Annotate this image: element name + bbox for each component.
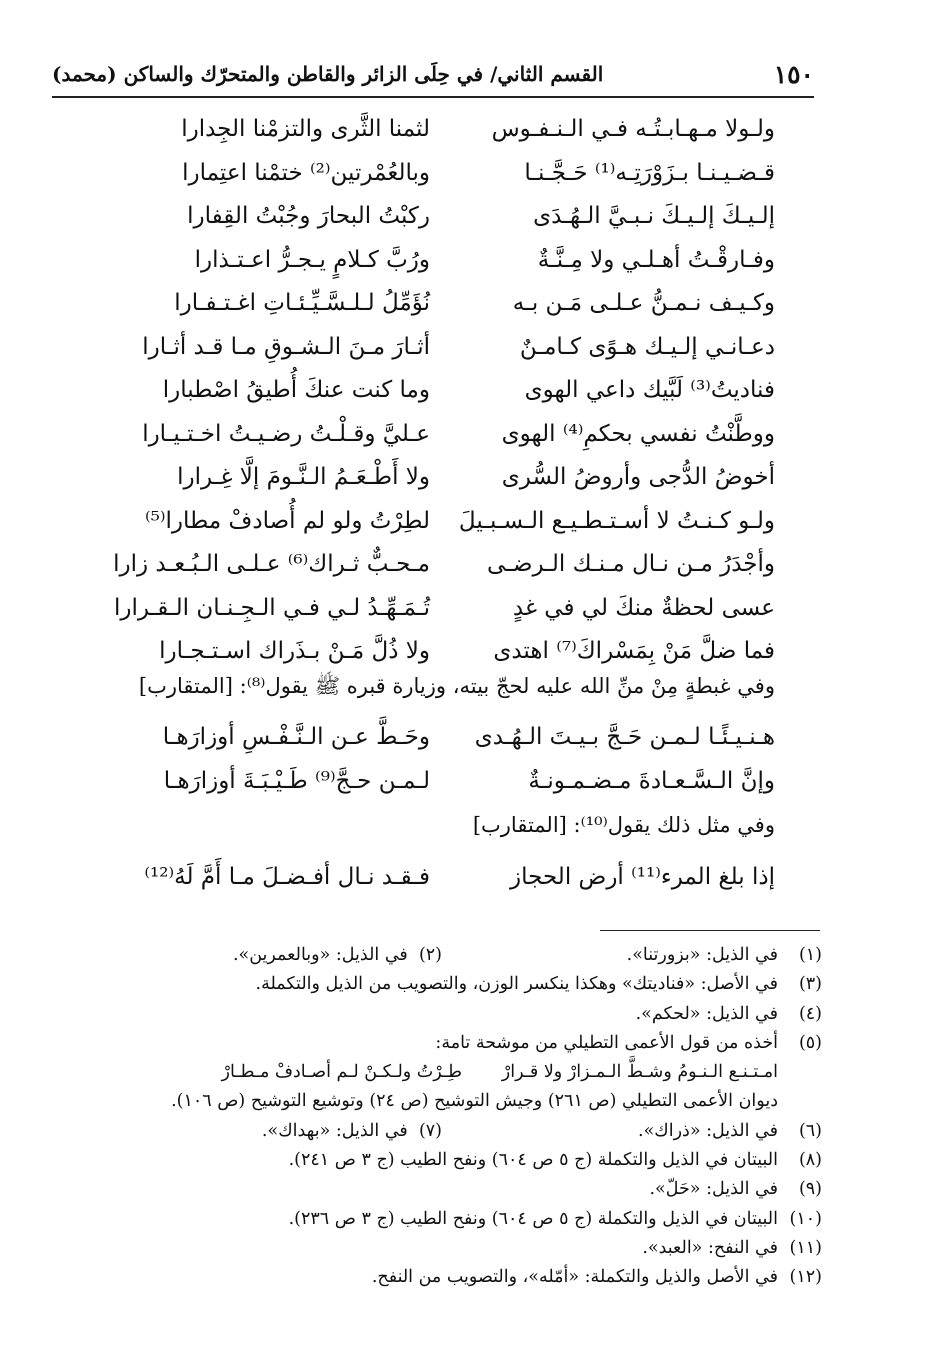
footnote-text: في الذيل: «حَلّ». <box>649 1179 778 1200</box>
verse-first-hemistich: وكـيـف نـمـنُّ عـلـى مَـن بـه <box>512 290 775 316</box>
footnote-text: في النفح: «العبد». <box>642 1237 778 1258</box>
footnote-number: (٥) <box>798 1032 822 1053</box>
verse-line <box>95 284 775 328</box>
footnote-line <box>100 1236 822 1265</box>
verse-line <box>95 545 775 589</box>
footnote-line <box>100 1031 822 1060</box>
footnote-number: (١) <box>798 945 822 965</box>
footnote-text: البيتان في الذيل والتكملة (ج ٥ ص ٦٠٤) ونفح الطيب (ج ٣ ص ٢٣٦). <box>288 1208 778 1229</box>
verse-first-hemistich: دعـانـي إلـيـك هـوًى كـامـنٌ <box>519 333 775 360</box>
footnote-text: في الذيل: «وبالعمرين». <box>232 945 408 965</box>
footnote-line <box>100 943 822 972</box>
footnote-text: ديوان الأعمى التطيلي (ص ٢٦١) وجيش التوشيح (ص ٢٤) وتوشيع التوشيح (ص ١٠٦). <box>171 1091 778 1112</box>
verse-second-hemistich: ولا ذُلَّ مَـنْ بـذَراك اسـتـجـارا <box>159 638 430 664</box>
poem-1 <box>95 110 775 676</box>
footnote-bayt <box>100 1060 822 1089</box>
footnotes <box>100 943 822 1295</box>
verse-first-hemistich: وإنَّ الـسَّـعـادةَ مـضـمـونـةٌ <box>528 767 775 794</box>
verse-first-hemistich: ولـو كـنـتُ لا أسـتـطـيـع الـسـبـيلَ <box>458 507 775 534</box>
verse-first-hemistich: وفـارقْـتُ أهـلـي ولا مِـنَّـةٌ <box>537 246 775 273</box>
footnote-text: في الذيل: «ذراك». <box>638 1120 778 1141</box>
verse-second-hemistich: لطِرْتُ ولو لم أُصادفْ مطارا⁽⁵⁾ <box>144 507 430 534</box>
verse-first-hemistich: قـضـيـنـا بـزَوْرَتِـه⁽¹⁾ حَـجَّـنـا <box>524 159 775 186</box>
verse-line <box>95 110 775 154</box>
footnote-number: (٦) <box>798 1120 822 1141</box>
verse-line <box>95 371 775 415</box>
verse-second-hemistich: وحَـطَّ عـن الـنَّـفْـسِ أوزارَهـا <box>162 724 430 750</box>
verse-first-hemistich: فما ضلَّ مَنْ بِمَسْراكَ⁽⁷⁾ اهتدى <box>493 638 775 664</box>
verse-line <box>95 858 775 902</box>
verse-second-hemistich: ركبْتُ البحارَ وجُبْتُ القِفارا <box>187 203 430 229</box>
footnote-text: أخذه من قول الأعمى التطيلي من موشحة تامة: <box>435 1032 778 1053</box>
verse-first-hemistich: ووطَّنْتُ نفسي بحكمِ⁽⁴⁾ الهوى <box>501 420 775 447</box>
footnote-line <box>100 1089 822 1118</box>
bayt-first-hemistich: امـتـنـع الـنـومُ وشـطَّ الـمـزارْ ولا قـرارْ <box>501 1062 778 1083</box>
footnote-text: في الذيل: «بزورتنا». <box>626 945 778 965</box>
verse-line <box>95 718 775 762</box>
footnote-text <box>262 1121 442 1141</box>
header-rule <box>52 96 814 98</box>
footnote-text: البيتان في الذيل والتكملة (ج ٥ ص ٦٠٤) ونفح الطيب (ج ٣ ص ٢٤١). <box>288 1150 778 1171</box>
footnote-line <box>100 1207 822 1236</box>
footnote-number: (١٢) <box>789 1267 822 1288</box>
footnote-text: في الأصل والذيل والتكملة: «أمّله»، والتصويب من النفح. <box>371 1267 778 1288</box>
page-header <box>52 58 814 96</box>
footnote-line <box>100 1002 822 1031</box>
footnote-number: (٤) <box>798 1003 822 1024</box>
footnote-number: (١١) <box>789 1237 822 1258</box>
verse-first-hemistich: هـنـيـئًـا لـمـن حَـجَّ بـيـتَ الـهُـدى <box>474 724 775 750</box>
verse-second-hemistich: ولا أَطْـعَـمُ الـنَّـومَ إلَّا غِـرارا <box>177 464 430 490</box>
footnote-number: (٧) <box>418 1120 442 1141</box>
footnote-number: (٩) <box>798 1179 822 1200</box>
verse-second-hemistich: تُـمَـهِّـدُ لـي فـي الـجِـنـان الـقـرارا <box>113 594 430 621</box>
verse-second-hemistich: فـقـد نـال أفـضـلَ مـا أَمَّ لَهُ⁽¹²⁾ <box>144 864 430 890</box>
verse-first-hemistich: فناديتُ⁽³⁾ لَبَّيك داعي الهوى <box>524 377 775 403</box>
footnote-number: (٣) <box>798 974 822 995</box>
verse-line <box>95 241 775 285</box>
verse-second-hemistich: أثـارَ مـنَ الـشـوقِ مـا قـد أثـارا <box>142 333 430 360</box>
verse-second-hemistich: لثمنا الثَّرى والتزمْنا الجِدارا <box>181 116 430 142</box>
footnote-text: في الذيل: «بهداك». <box>261 1120 408 1141</box>
verse-first-hemistich: إلـيـكَ إلـيـكَ نـبـيَّ الـهُـدَى <box>533 203 775 229</box>
verse-second-hemistich: وبالعُمْرتين⁽²⁾ ختمْنا اعتِمارا <box>182 159 430 186</box>
verse-first-hemistich: وأجْدَرُ مـن نـال مـنـك الـرضـى <box>487 551 775 577</box>
footnote-text: في الذيل: «لحكم». <box>635 1003 778 1024</box>
verse-line <box>95 502 775 546</box>
footnote-line <box>100 1119 822 1148</box>
verse-line <box>95 589 775 633</box>
footnote-text: في الأصل: «فناديتك» وهكذا ينكسر الوزن، والتصويب من الذيل والتكملة. <box>255 974 778 995</box>
footnote-number: (٨) <box>798 1150 822 1171</box>
verse-second-hemistich: مـحـبٌّ ثـراك⁽⁶⁾ عـلـى الـبُـعـد زارا <box>113 551 430 577</box>
verse-line <box>95 458 775 502</box>
prose-intro-1: وفي غبطةٍ مِنْ منِّ الله عليه لحجّ بيته، وزيارة قبره ﷺ يقول⁽⁸⁾: [المتقارب] <box>138 674 775 698</box>
verse-first-hemistich: أخوضُ الدُّجى وأروضُ السُّرى <box>501 464 775 490</box>
footnote-line <box>100 972 822 1001</box>
verse-first-hemistich: عسى لحظةٌ منكَ لي في غدٍ <box>512 594 775 621</box>
verse-line <box>95 328 775 372</box>
verse-line <box>95 632 775 676</box>
prose-intro-2: وفي مثل ذلك يقول⁽¹⁰⁾: [المتقارب] <box>472 813 775 837</box>
footnote-line <box>100 1177 822 1206</box>
footnote-line <box>100 1265 822 1294</box>
poem-3 <box>95 858 775 902</box>
bayt-second-hemistich: طِـرْتُ ولـكـنْ لـم أصـادفْ مـطـارْ <box>221 1062 462 1083</box>
verse-second-hemistich: ورُبَّ كـلامٍ يـجـرُّ اعـتـذارا <box>194 246 430 273</box>
verse-second-hemistich: لـمـن حـجَّ⁽⁹⁾ طَـيْـبَـةَ أوزارَهـا <box>163 767 430 794</box>
footnote-text <box>233 945 442 965</box>
footnote-line <box>100 1148 822 1177</box>
footnote-rule <box>600 930 820 931</box>
verse-line <box>95 762 775 806</box>
page-number: ١٥٠ <box>773 60 814 89</box>
verse-second-hemistich: نُؤَمِّلُ لـلـسَّـيِّـئـاتِ اغـتـفـارا <box>174 290 430 316</box>
running-title: القسم الثاني/ في حِلَى الزائر والقاطن والمتحرّك والساكن (محمد) <box>52 62 604 86</box>
footnote-number: (١٠) <box>789 1208 822 1229</box>
verse-line <box>95 154 775 198</box>
verse-line <box>95 415 775 459</box>
verse-line <box>95 197 775 241</box>
verse-first-hemistich: إذا بلغ المرء⁽¹¹⁾ أرض الحجاز <box>510 864 775 890</box>
verse-first-hemistich: ولـولا مـهـابـتُـه فـي الـنـفـوس <box>491 116 775 142</box>
verse-second-hemistich: وما كنت عنكَ أُطيقُ اصْطبارا <box>162 377 430 403</box>
poem-2 <box>95 718 775 805</box>
footnote-number: (٢) <box>418 945 442 965</box>
verse-second-hemistich: عـليَّ وقـلْـتُ رضـيـتُ اخـتـيـارا <box>142 420 430 447</box>
